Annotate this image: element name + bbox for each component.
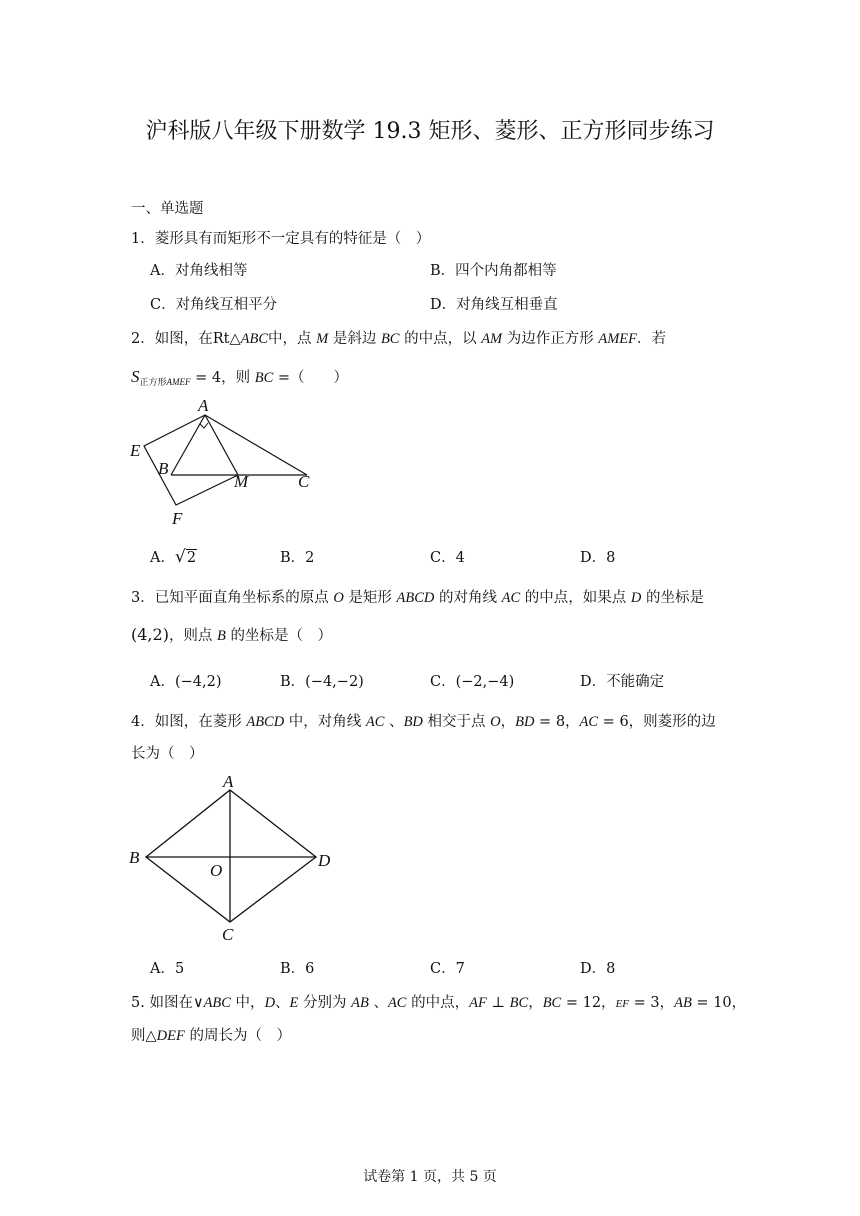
- q4-label-o: O: [210, 861, 223, 880]
- q1-stem: 1．菱形具有而矩形不一定具有的特征是（ ）: [131, 231, 431, 247]
- q3-option-d[interactable]: D．不能确定: [580, 674, 665, 690]
- q1-option-a[interactable]: A．对角线相等: [150, 263, 248, 279]
- q2-right-angle-mark: [200, 423, 208, 428]
- q3-stem: 3．已知平面直角坐标系的原点 O 是矩形 ABCD 的对角线 AC 的中点，如果点 D 的坐标是: [131, 590, 704, 606]
- q4-option-d[interactable]: D．8: [580, 961, 616, 977]
- q4-option-b[interactable]: B．6: [280, 961, 315, 977]
- q1-option-d[interactable]: D．对角线互相垂直: [430, 297, 558, 313]
- q4-label-b: B: [129, 848, 140, 867]
- section-heading: 一、单选题: [131, 201, 204, 217]
- q2-option-a[interactable]: A．√2: [150, 547, 197, 567]
- q4-option-c[interactable]: C．7: [430, 961, 465, 977]
- q4-stem-line2: 长为（ ）: [131, 746, 204, 762]
- q2-option-d[interactable]: D．8: [580, 550, 616, 566]
- q3-option-a[interactable]: A．(−4,2): [150, 674, 222, 690]
- q2-label-e: E: [130, 441, 141, 460]
- q4-label-d: D: [318, 851, 331, 870]
- q4-label-a: A: [223, 772, 234, 791]
- q2-label-b: B: [158, 459, 169, 478]
- q3-option-b[interactable]: B．(−4,−2): [280, 674, 364, 690]
- q4-option-a[interactable]: A．5: [150, 961, 185, 977]
- q4-rhombus-abcd: [146, 790, 316, 922]
- q1-option-b[interactable]: B．四个内角都相等: [430, 263, 557, 279]
- q2-stem: 2．如图，在Rt△ABC中，点 M 是斜边 BC 的中点，以 AM 为边作正方形 AMEF．若: [131, 331, 666, 347]
- q4-figure: [124, 770, 340, 945]
- q2-label-a: A: [198, 396, 209, 415]
- sqrt-icon: √: [174, 547, 186, 567]
- q2-stem-line2: $S_{正方形AMEF} = 4$，则 BC =（ ）: [131, 367, 349, 388]
- page-title: 沪科版八年级下册数学 19.3 矩形、菱形、正方形同步练习: [145, 119, 715, 144]
- q4-stem: 4．如图，在菱形 ABCD 中，对角线 AC 、BD 相交于点 O，BD = 8，AC = 6，则菱形的边: [131, 714, 716, 730]
- q2-option-c[interactable]: C．4: [430, 550, 465, 566]
- q4-label-c: C: [222, 925, 234, 944]
- q2-label-f: F: [172, 509, 183, 528]
- q2-segment-ac: [205, 415, 307, 475]
- q5-stem-line2: 则△DEF 的周长为（ ）: [131, 1028, 291, 1044]
- q1-option-c[interactable]: C．对角线互相平分: [150, 297, 278, 313]
- q2-label-c: C: [298, 472, 310, 491]
- q5-stem: 5. 如图在∨ABC 中，D、E 分别为 AB 、AC 的中点，AF ⊥ BC，BC = 12，EF = 3，AB = 10，: [131, 995, 747, 1011]
- q2-label-m: M: [234, 472, 249, 491]
- q3-option-c[interactable]: C．(−2,−4): [430, 674, 515, 690]
- q2-figure: [124, 396, 324, 531]
- q3-stem-line2: (4,2)，则点 B 的坐标是（ ）: [131, 625, 333, 644]
- page-footer: 试卷第 1 页，共 5 页: [363, 1169, 497, 1185]
- q2-option-b[interactable]: B．2: [280, 550, 315, 566]
